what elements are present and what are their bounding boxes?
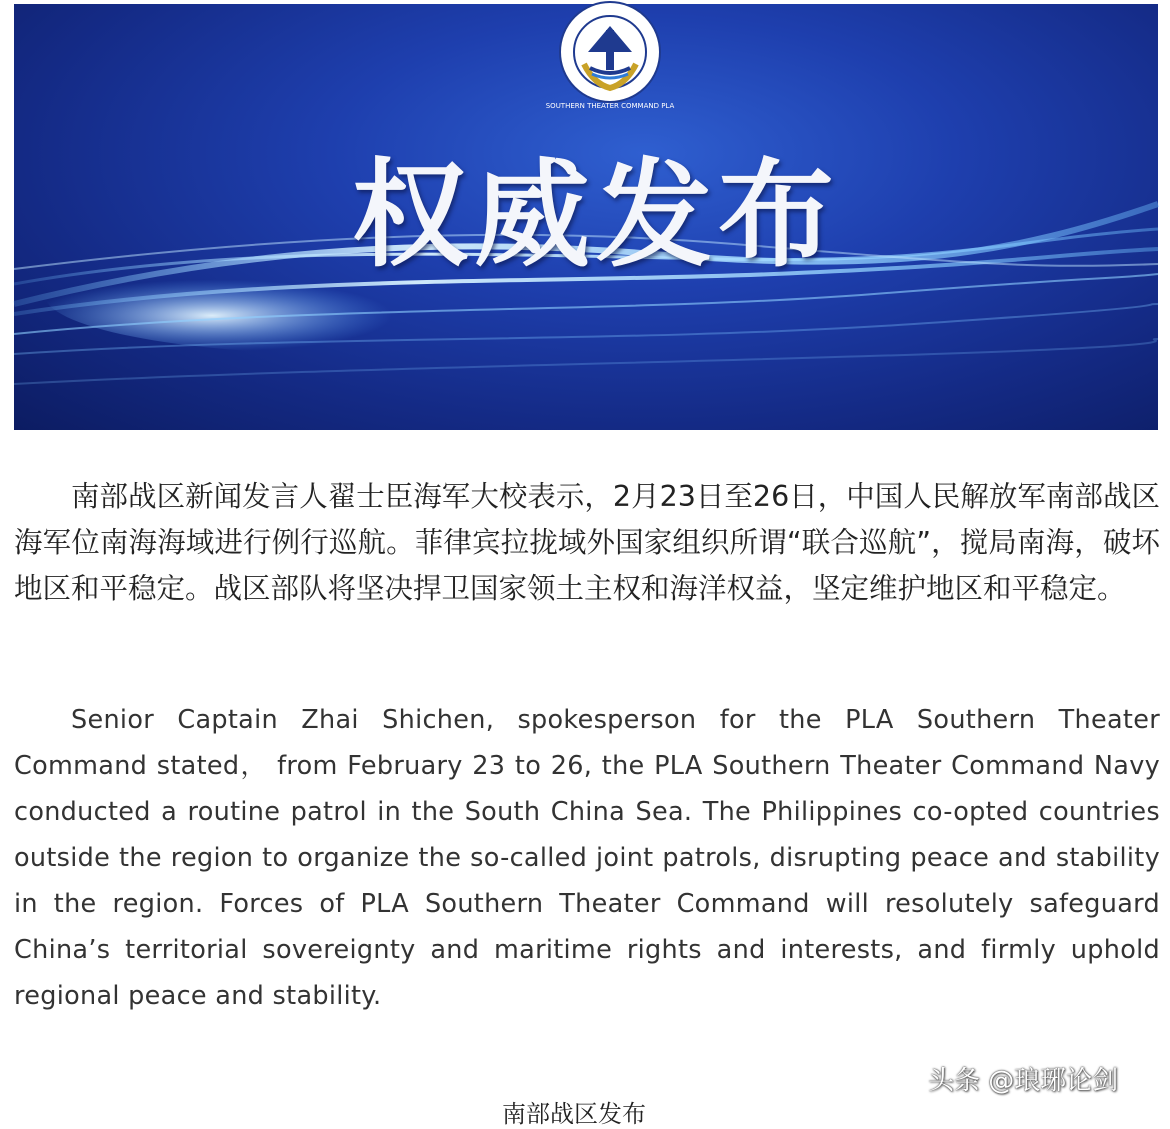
english-paragraph: Senior Captain Zhai Shichen, spokesperson for the PLA Southern Theater Command stated， from February 23 to 26, the PLA Southern Theater Command Navy conducted a routine patrol in the South China Sea. The Philippines co-opted countries outside the region to organize the so-called joint patrols, disrupting peace and stability in the region. Forces of PLA Southern Theater Command will resolutely safeguard China’s territorial sovereignty and maritime rights and interests, and firmly uphold regional peace and stability. [14,705,1160,1011]
banner-title: 权威发布 [352,147,840,283]
header-banner [14,4,1158,430]
navy-emblem-icon [545,4,675,112]
source-label: 南部战区发布 [502,1100,646,1128]
chinese-paragraph: 南部战区新闻发言人翟士臣海军大校表示，2月23日至26日，中国人民解放军南部战区海军位南海海域进行例行巡航。菲律宾拉拢域外国家组织所谓“联合巡航”，搅局南海，破坏地区和平稳定。战区部队将坚决捍卫国家领土主权和海洋权益，坚定维护地区和平稳定。 [14,480,1160,605]
watermark: 头条 @琅琊论剑 [928,1066,1119,1096]
emblem-text: SOUTHERN THEATER COMMAND PLA [545,102,675,110]
